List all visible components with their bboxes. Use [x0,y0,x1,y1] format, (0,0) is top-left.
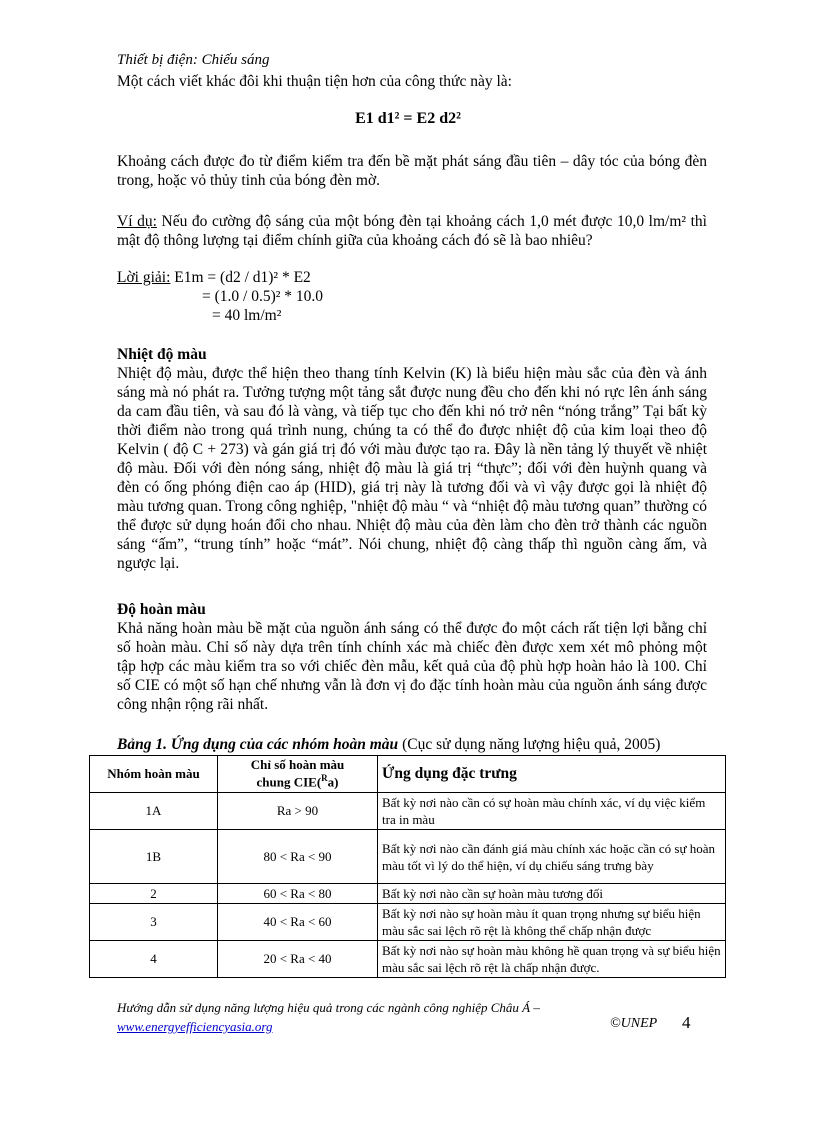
table-header-row [90,756,726,793]
cell-range: 60 < Ra < 80 [218,884,378,904]
color-render-paragraph: Khả năng hoàn màu bề mặt của nguồn ánh sáng có thể được đo một cách rất tiện lợi bằng chỉ số hoàn màu. Chỉ số này dựa trên tính chính xác mà chiếc đèn được xem xét mô phỏng một tập hợp các màu kiểm tra so với chiếc đèn mẫu, kết quả của độ phù hợp hoàn hảo là 100. Chỉ số CIE có một số hạn chế nhưng vẫn là đơn vị đo đặc tính hoàn màu của nguồn ánh sáng được công nhận rộng rãi nhất. [117,620,707,713]
distance-note-paragraph: Khoảng cách được đo từ điểm kiểm tra đến bề mặt phát sáng đầu tiên – dây tóc của bóng đèn trong, hoặc vỏ thủy tinh của bóng đèn mờ. [117,153,707,189]
cell-group: 4 [90,941,218,978]
solution-label: Lời giải: [117,269,171,286]
cell-group: 1A [90,793,218,830]
header-index-sup: R [321,773,328,784]
cell-range: 40 < Ra < 60 [218,904,378,941]
solution-block [117,268,323,325]
solution-line-3: = 40 lm/m² [212,307,282,324]
header-index-line2: chung CIE( [256,774,322,790]
color-temp-heading: Nhiệt độ màu [117,346,207,363]
footer-copyright: ©UNEP [610,1016,658,1031]
running-header: Thiết bị điện: Chiếu sáng [117,52,270,68]
table-caption-title: Bảng 1. Ứng dụng của các nhóm hoàn màu [117,736,399,753]
solution-line-1: E1m = (d2 / d1)² * E2 [170,269,311,286]
cell-application: Bất kỳ nơi nào cần có sự hoàn màu chính xác, ví dụ việc kiểm tra in màu [378,793,726,830]
cell-group: 3 [90,904,218,941]
example-label: Ví dụ: [117,213,157,230]
solution-line-2: = (1.0 / 0.5)² * 10.0 [202,288,324,305]
page-number: 4 [682,1013,691,1032]
example-paragraph [117,212,707,250]
cell-range: 80 < Ra < 90 [218,830,378,884]
color-temp-paragraph: Nhiệt độ màu, được thể hiện theo thang tính Kelvin (K) là biểu hiện màu sắc của đèn và ánh sáng mà nó phát ra. Tưởng tượng một tảng sắt được nung đều cho đến khi nó rực lên ánh sáng da cam đầu tiên, và sau đó là vàng, và tiếp tục cho đến khi nó trở nên “nóng trắng” Tại bất kỳ thời điểm nào trong quá trình nung, chúng ta có thể đo được nhiệt độ của kim loại theo độ Kelvin ( độ C + 273) và gán giá trị đó với màu được tạo ra. Đây là nền tảng lý thuyết về nhiệt độ màu. Đối với đèn nóng sáng, nhiệt độ màu là giá trị “thực”; đối với đèn huỳnh quang và đèn có ống phóng điện cao áp (HID), giá trị này là tương đối và vì vậy được gọi là nhiệt độ màu tương quan. Trong công nghiệp, "nhiệt độ màu “ và “nhiệt độ màu tương quan” thường có thể được sử dụng hoán đổi cho nhau. Nhiệt độ màu của đèn làm cho đèn trở thành các nguồn sáng “ấm”, “trung tính” hoặc “mát”. Nói chung, nhiệt độ càng thấp thì nguồn càng ấm, và ngược lại. [117,365,707,572]
color-render-heading: Độ hoàn màu [117,601,206,618]
table-row [90,904,726,941]
table-row [90,941,726,978]
header-index-line1: Chỉ số hoàn màu [250,757,345,773]
cell-application: Bất kỳ nơi nào cần sự hoàn màu tương đối [378,884,726,904]
table-row [90,830,726,884]
example-text: Nếu đo cường độ sáng của một bóng đèn tại khoảng cách 1,0 mét được 10,0 lm/m² thì mật độ thông lượng tại điểm chính giữa của khoảng cách đó sẽ là bao nhiêu? [117,213,707,249]
table-caption-source: (Cục sử dụng năng lượng hiệu quả, 2005) [398,736,661,753]
header-group: Nhóm hoàn màu [90,756,218,793]
cell-range: Ra > 90 [218,793,378,830]
header-application: Ứng dụng đặc trưng [378,756,726,793]
color-rendering-table [89,755,726,978]
cell-application: Bất kỳ nơi nào cần đánh giá màu chính xác hoặc cần có sự hoàn màu tốt vì lý do thể hiện, ví dụ chiếu sáng trưng bày [378,830,726,884]
header-index-tail: a) [327,774,339,790]
header-index [218,756,378,793]
formula: E1 d1² = E2 d2² [355,110,461,127]
cell-application: Bất kỳ nơi nào sự hoàn màu không hề quan trọng và sự biểu hiện màu sắc sai lệch rõ rệt là chấp nhận được. [378,941,726,978]
cell-application: Bất kỳ nơi nào sự hoàn màu ít quan trọng nhưng sự biểu hiện màu sắc sai lệch rõ rệt là không thể chấp nhận được [378,904,726,941]
cell-group: 1B [90,830,218,884]
cell-range: 20 < Ra < 40 [218,941,378,978]
intro-paragraph: Một cách viết khác đôi khi thuận tiện hơn của công thức này là: [117,73,512,90]
cell-group: 2 [90,884,218,904]
table-caption [117,736,660,754]
table-row [90,884,726,904]
footer-link[interactable]: www.energyefficiencyasia.org [117,1019,273,1034]
table-row [90,793,726,830]
footer-guide-text: Hướng dẫn sử dụng năng lượng hiệu quả trong các ngành công nghiệp Châu Á – [117,1000,540,1015]
